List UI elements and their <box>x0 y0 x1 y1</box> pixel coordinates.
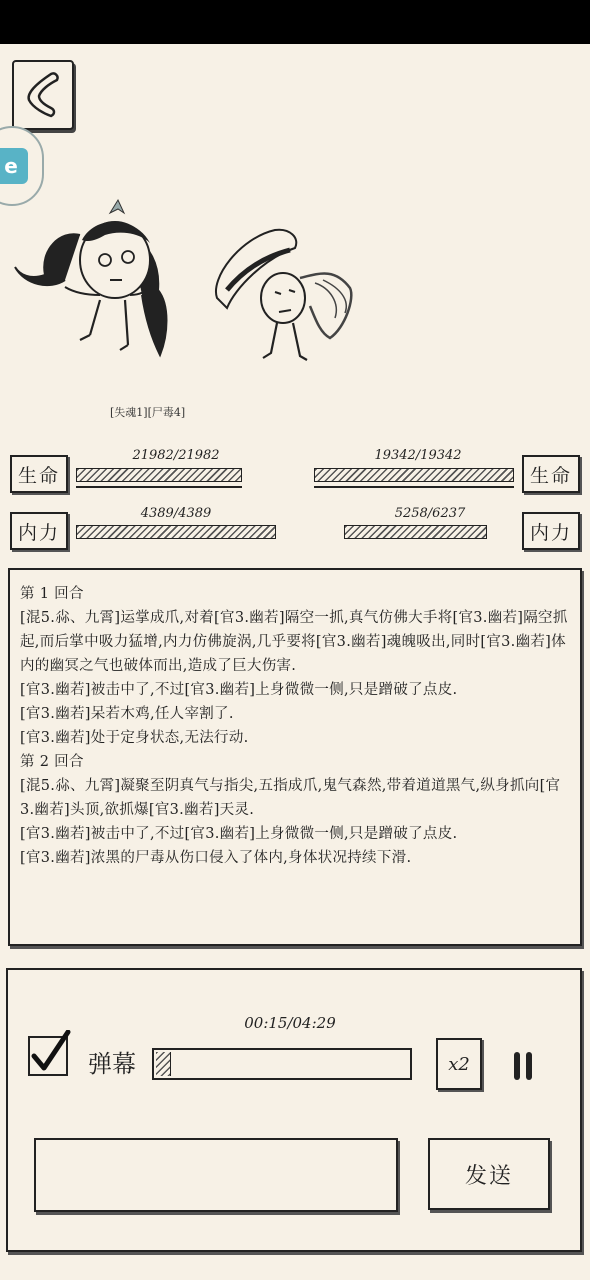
playback-progress-slider[interactable] <box>152 1048 412 1080</box>
floating-assistant-button[interactable] <box>0 126 44 206</box>
log-line: 第 2 回合 <box>20 754 84 770</box>
enemy-hp-bar-underline <box>314 486 514 488</box>
danmu-label: 弹幕 <box>88 1050 136 1078</box>
speed-button[interactable]: x2 <box>436 1038 482 1090</box>
playback-progress-fill <box>156 1052 171 1076</box>
player-mp-bar <box>76 525 276 539</box>
danmu-checkbox[interactable] <box>28 1036 68 1076</box>
check-icon <box>28 1030 72 1074</box>
enemy-hp-label: 生命 <box>522 455 580 493</box>
pause-button[interactable] <box>508 1050 538 1084</box>
player-hp-bar-underline <box>76 486 242 488</box>
log-line: [混5.尛、九霄]凝聚至阴真气与指尖,五指成爪,鬼气森然,带着道道黑气,纵身抓向[官3.幽若]头顶,欲抓爆[官3.幽若]天灵. <box>20 778 561 818</box>
assistant-logo-icon: e <box>0 148 28 184</box>
player-mp-label: 内力 <box>10 512 68 550</box>
back-button[interactable] <box>12 60 74 130</box>
player-hp-bar <box>76 468 242 482</box>
enemy-status-tags: [失魂1][尸毒4] <box>110 406 186 419</box>
player-hp-value: 21982/21982 <box>132 448 220 463</box>
enemy-mp-bar <box>344 525 487 539</box>
log-line: [官3.幽若]被击中了,不过[官3.幽若]上身微微一侧,只是蹭破了点皮. <box>20 826 458 842</box>
battle-log[interactable] <box>8 568 582 946</box>
log-line: [官3.幽若]浓黑的尸毒从伤口侵入了体内,身体状况持续下滑. <box>20 850 412 866</box>
danmu-input[interactable] <box>34 1138 398 1212</box>
enemy-hp-value: 19342/19342 <box>374 448 462 463</box>
log-line: [官3.幽若]处于定身状态,无法行动. <box>20 730 249 746</box>
player-mp-value: 4389/4389 <box>140 506 212 521</box>
player-character-sprite <box>10 195 185 360</box>
chevron-left-icon <box>21 68 65 122</box>
enemy-character-sprite <box>205 218 365 368</box>
log-line: [官3.幽若]被击中了,不过[官3.幽若]上身微微一侧,只是蹭破了点皮. <box>20 682 458 698</box>
enemy-mp-label: 内力 <box>522 512 580 550</box>
status-bar <box>0 0 590 44</box>
log-line: 第 1 回合 <box>20 586 84 602</box>
send-button[interactable]: 发送 <box>428 1138 550 1210</box>
player-hp-label: 生命 <box>10 455 68 493</box>
log-line: [混5.尛、九霄]运掌成爪,对着[官3.幽若]隔空一抓,真气仿佛大手将[官3.幽若]隔空抓起,而后掌中吸力猛增,内力仿佛旋涡,几乎要将[官3.幽若]魂魄吸出,同时[官3.幽若]体内的幽冥之气也破体而出,造成了巨大伤害. <box>20 610 568 674</box>
log-line: [官3.幽若]呆若木鸡,任人宰割了. <box>20 706 234 722</box>
enemy-mp-value: 5258/6237 <box>394 506 466 521</box>
playback-time: 00:15/04:29 <box>244 1014 336 1032</box>
enemy-hp-bar <box>314 468 514 482</box>
